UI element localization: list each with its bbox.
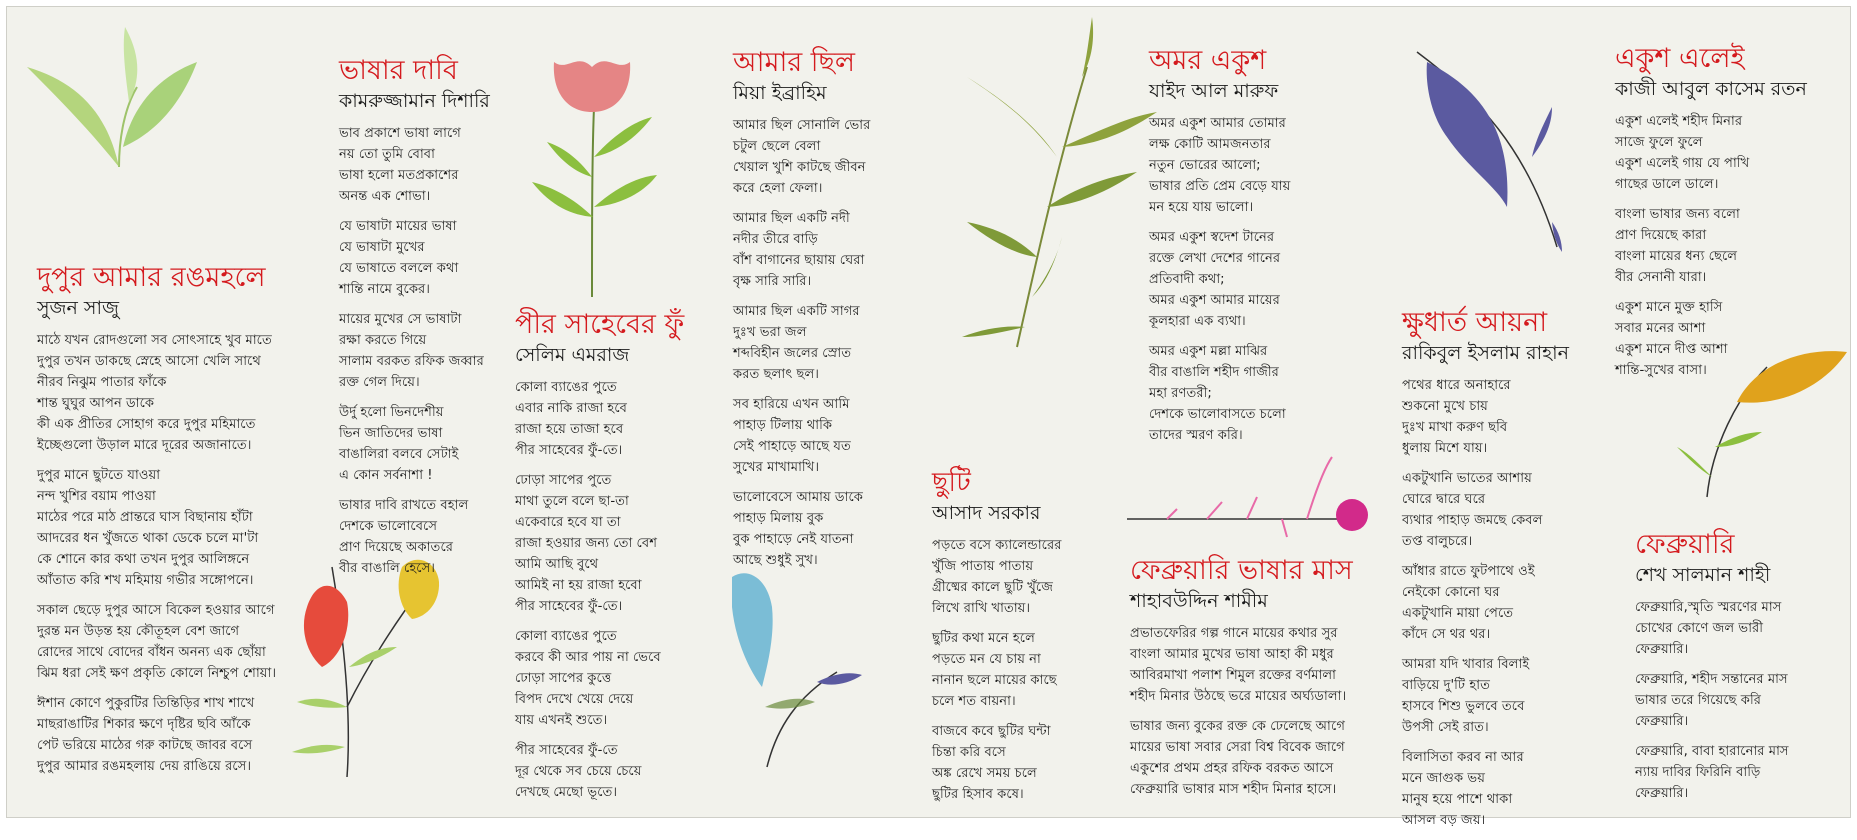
- poem-title: ফেব্রুয়ারি: [1635, 529, 1735, 560]
- poem-line: মনে জাগুক ভয়: [1402, 771, 1486, 786]
- poem-line: ঈশান কোণে পুকুরটির তিন্তিড়ির শাখ শাখে: [37, 696, 255, 711]
- poem-line: আদরের ধন খুঁজতে থাকা ডেকে চলে মা'টা: [37, 531, 259, 546]
- poem-line: সালাম বরকত রফিক জব্বার: [339, 354, 484, 369]
- poem-line: এ কোন সর্বনাশা !: [339, 468, 433, 483]
- poem-line: ফেব্রুয়ারি।: [1635, 714, 1689, 729]
- poem-line: শহীদ মিনার উঠছে ভরে মায়ের অর্ঘ্যডালা।: [1130, 689, 1347, 704]
- poem-line: মাছরাঙাটির শিকার ক্ষণে দৃষ্টির ছবি আঁকে: [37, 717, 251, 732]
- stanza: [1130, 716, 1353, 800]
- poem-line: আমার ছিল একটি নদী: [733, 211, 850, 226]
- poem-line: ধুলায় মিশে যায়।: [1402, 441, 1488, 456]
- poem-line: পীর সাহেবের ফুঁ-তে।: [515, 443, 623, 458]
- stanza: [733, 394, 870, 478]
- stanza: [1402, 375, 1569, 459]
- poem-line: নদীর তীরে বাড়ি: [733, 232, 818, 247]
- poem-title: পীর সাহেবের ফুঁ: [515, 309, 685, 340]
- poem-line: খুঁজি পাতায় পাতায়: [932, 559, 1034, 574]
- poem-line: দুরন্ত মন উড়ন্ত হয় কৌতূহল বেশ জাগে: [37, 624, 240, 639]
- poem-line: চলে শত বায়না।: [932, 694, 1016, 709]
- poem-line: বুক পাহাড়ে নেই যাতনা: [733, 532, 854, 547]
- poem-title: ক্ষুধার্ত আয়না: [1402, 307, 1548, 338]
- poem-author: আসাদ সরকার: [932, 502, 1041, 524]
- poem-line: অমর একুশ মল্লা মাঝির: [1149, 344, 1268, 359]
- poem-line: আমিই না হয় রাজা হবো: [515, 578, 642, 593]
- poem-line: এবার নাকি রাজা হবে: [515, 401, 627, 416]
- poem-line: তাদের স্মরণ করি।: [1149, 428, 1243, 443]
- stanza: [37, 465, 276, 591]
- poem-chhuti: [932, 467, 1061, 814]
- poetry-page: [6, 6, 1851, 828]
- poem-bhashar-dabi: [339, 55, 490, 588]
- poem-line: পীর সাহেবের ফুঁ-তে: [515, 743, 618, 758]
- poem-title: একুশ এলেই: [1615, 43, 1745, 74]
- poem-line: ফেব্রুয়ারি।: [1635, 642, 1689, 657]
- poem-line: নন্দ খুশির বয়াম পাওয়া: [37, 489, 156, 504]
- poem-dupur-amar-rangmahale: [37, 262, 276, 786]
- stanza: [733, 301, 870, 385]
- poem-line: রক্তে লেখা দেশের গানের: [1149, 251, 1281, 266]
- poem-line: উপসী সেই রাত।: [1402, 720, 1489, 735]
- poem-line: বৃক্ষ সারি সারি।: [733, 274, 812, 289]
- poem-line: ভাষা হলো মতপ্রকাশের: [339, 168, 459, 183]
- stanza: [1402, 654, 1569, 738]
- poem-line: পাহাড় মিলায় বুক: [733, 511, 824, 526]
- poem-author: কাজী আবুল কাসেম রতন: [1615, 78, 1807, 100]
- poem-line: পড়তে মন যে চায় না: [932, 652, 1041, 667]
- poem-line: দুপুর আমার রঙমহলায় দেয় রাঙিয়ে রসে।: [37, 759, 252, 774]
- poem-line: প্রতিবাদী কথা;: [1149, 272, 1225, 287]
- pink-tulip-illustration: [532, 61, 657, 297]
- poem-line: একুশ মানে মুক্ত হাসি: [1615, 300, 1723, 315]
- stanza: [339, 309, 490, 393]
- poem-author: সেলিম এমরাজ: [515, 344, 630, 366]
- poem-line: বাজবে কবে ছুটির ঘন্টা: [932, 724, 1051, 739]
- poem-line: ছুটির হিসাব কষে।: [932, 787, 1024, 802]
- poem-line: খেয়াল খুশি কাটছে জীবন: [733, 160, 866, 175]
- poem-line: পেট ভরিয়ে মাঠের গরু কাটছে জাবর বসে: [37, 738, 253, 753]
- poem-line: অঙ্ক রেখে সময় চলে: [932, 766, 1037, 781]
- poem-line: পাহাড় টিলায় থাকি: [733, 418, 833, 433]
- poem-line: করত ছলাৎ ছল।: [733, 367, 819, 382]
- poem-line: আঁধার রাতে ফুটপাথে ওই: [1402, 564, 1535, 579]
- poem-line: বাংলা আমার মুখের ভাষা আহা কী মধুর: [1130, 647, 1334, 662]
- poem-line: ঢোড়া সাপের কুত্তে: [515, 671, 612, 686]
- poem-title: দুপুর আমার রঙমহলে: [37, 262, 266, 293]
- poem-line: করবে কী আর পায় না ভেবে: [515, 650, 661, 665]
- poem-line: একুশ এলেই গায় যে পাখি: [1615, 156, 1750, 171]
- poem-line: একুশের প্রথম প্রহর রফিক বরকত আসে: [1130, 761, 1334, 776]
- lavender-flower-illustration: [732, 573, 862, 767]
- poem-line: আবিরমাখা পলাশ শিমুল রক্তের বর্ণমালা: [1130, 668, 1337, 683]
- poem-february: [1635, 529, 1789, 813]
- stanza: [515, 470, 684, 617]
- poem-line: ফেব্রুয়ারি ভাষার মাস শহীদ মিনার হাসে।: [1130, 782, 1337, 797]
- stanza: [1402, 747, 1569, 831]
- poem-line: করে হেলা ফেলা।: [733, 181, 823, 196]
- poem-line: ন্যায় দাবির ফিরিনি বাড়ি: [1635, 765, 1761, 780]
- poem-line: নীরব নিঝুম পাতার ফাঁকে: [37, 375, 167, 390]
- poem-line: একুশ মানে দীপ্ত আশা: [1615, 342, 1728, 357]
- poem-line: আমার ছিল সোনালি ভোর: [733, 118, 871, 133]
- poem-line: নানান ছলে মায়ের কাছে: [932, 673, 1057, 688]
- poem-line: নয় তো তুমি বোবা: [339, 147, 435, 162]
- poem-line: বিলাসিতা করব না আর: [1402, 750, 1524, 765]
- poem-line: যে ভাষাতে বললে কথা: [339, 261, 459, 276]
- poem-line: আমরা যদি খাবার বিলাই: [1402, 657, 1530, 672]
- poem-line: পথের ধারে অনাহারে: [1402, 378, 1511, 393]
- poem-line: সুখের মাখামাখি।: [733, 460, 820, 475]
- poem-line: ভাব প্রকাশে ভাষা লাগে: [339, 126, 461, 141]
- poem-february-bhashar-mas: [1130, 555, 1353, 809]
- poem-line: বিপদ দেখে খেয়ে দেয়ে: [515, 692, 634, 707]
- poem-line: ভাষার প্রতি প্রেম বেড়ে যায়: [1149, 179, 1291, 194]
- poem-line: শান্ত ঘুঘুর আপন ডাকে: [37, 396, 155, 411]
- poem-line: কোলা ব্যাঙের পুতে: [515, 380, 617, 395]
- stanza: [932, 535, 1061, 619]
- poem-line: শুকনো মুখে চায়: [1402, 399, 1488, 414]
- green-leaves-illustration: [27, 27, 197, 167]
- poem-line: আমার ছিল একটি সাগর: [733, 304, 860, 319]
- poem-line: রাজা হওয়ার জন্য তো বেশ: [515, 536, 658, 551]
- poem-line: আসল বড় জয়।: [1402, 813, 1486, 828]
- poem-line: ভালোবেসে আমায় ডাকে: [733, 490, 863, 505]
- poem-line: বাড়িয়ে দু'টি হাত: [1402, 678, 1490, 693]
- poem-line: দুঃখ ভরা জল: [733, 325, 807, 340]
- poem-line: ভিন জাতিদের ভাষা: [339, 426, 443, 441]
- floral-illustrations: [7, 7, 1850, 817]
- poem-line: একটুখানি ভাতের আশায়: [1402, 471, 1532, 486]
- bamboo-branch-illustration: [962, 17, 1157, 347]
- poem-line: একেবারে হবে যা তা: [515, 515, 621, 530]
- poem-amar-chhilo: [733, 47, 870, 580]
- stanza: [932, 721, 1061, 805]
- stanza: [1615, 297, 1807, 381]
- poem-line: ব্যথার পাহাড় জমছে কেবল: [1402, 513, 1543, 528]
- poem-line: অমর একুশ আমার মায়ের: [1149, 293, 1280, 308]
- poem-line: কে শোনে কার কথা তখন দুপুর আলিঙ্গনে: [37, 552, 250, 567]
- poem-line: শান্তি নামে বুকের।: [339, 282, 431, 297]
- poem-line: তপ্ত বালুচরে।: [1402, 534, 1473, 549]
- stanza: [1149, 227, 1290, 332]
- poem-line: শব্দবিহীন জলের স্রোত: [733, 346, 852, 361]
- poem-line: ভাষার দাবি রাখতে বহাল: [339, 498, 469, 513]
- poem-line: সকাল ছেড়ে দুপুর আসে বিকেল হওয়ার আগে: [37, 603, 275, 618]
- poem-line: যে ভাষাটা মায়ের ভাষা: [339, 219, 457, 234]
- poem-author: কামরুজ্জামান দিশারি: [339, 90, 490, 112]
- poem-line: শান্তি-সুখের বাসা।: [1615, 363, 1707, 378]
- stanza: [1149, 341, 1290, 446]
- poem-title: অমর একুশ: [1149, 45, 1267, 76]
- poem-line: আঁতাত করি শখ মহিমায় গভীর সঙ্গোপনে।: [37, 573, 254, 588]
- poem-line: নতুন ভোরের আলো;: [1149, 158, 1261, 173]
- poem-line: অনন্ত এক শোভা।: [339, 189, 431, 204]
- poem-line: ছুটির কথা মনে হলে: [932, 631, 1035, 646]
- stanza: [1130, 623, 1353, 707]
- poem-line: লক্ষ কোটি আমজনতার: [1149, 137, 1271, 152]
- poem-line: মায়ের ভাষা সবার সেরা বিশ্ব বিবেক জাগে: [1130, 740, 1345, 755]
- poem-title: আমার ছিল: [733, 47, 855, 78]
- poem-line: দুপুর তখন ডাকছে স্নেহে আসো খেলি সাথে: [37, 354, 261, 369]
- poem-amar-ekush: [1149, 45, 1290, 455]
- poem-line: একটুখানি মায়া পেতে: [1402, 606, 1514, 621]
- poem-line: মানুষ হয়ে পাশে থাকা: [1402, 792, 1513, 807]
- poem-line: চোখের কোণে জল ভারী: [1635, 621, 1764, 636]
- pink-branch-illustration: [1127, 457, 1368, 537]
- poem-ekush-elei: [1615, 43, 1807, 390]
- stanza: [339, 123, 490, 207]
- poem-line: বীর বাঙালি হেসে।: [339, 561, 436, 576]
- poem-line: অমর একুশ স্বদেশ টানের: [1149, 230, 1275, 245]
- poem-line: লিখে রাখি খাতায়।: [932, 601, 1031, 616]
- stanza: [339, 402, 490, 486]
- poem-author: শাহাবউদ্দিন শামীম: [1130, 590, 1268, 612]
- stanza: [37, 693, 276, 777]
- poem-line: ফেব্রুয়ারি, বাবা হারানোর মাস: [1635, 744, 1789, 759]
- stanza: [515, 377, 684, 461]
- poem-line: মাঠের পরে মাঠ প্রান্তরে ঘাস বিছানায় হাঁটা: [37, 510, 253, 525]
- poem-line: ফেব্রুয়ারি,স্মৃতি স্মরণের মাস: [1635, 600, 1782, 615]
- stanza: [37, 600, 276, 684]
- poem-line: প্রভাতফেরির গল্প গানে মায়ের কথার সুর: [1130, 626, 1338, 641]
- poem-line: চটুল ছেলে বেলা: [733, 139, 821, 154]
- stanza: [1635, 597, 1789, 660]
- stanza: [515, 740, 684, 803]
- poem-line: বাঁশ বাগানের ছায়ায় ঘেরা: [733, 253, 865, 268]
- poem-line: রোদের সাথে বোদের বাঁধন অনন্য এক ছোঁয়া: [37, 645, 266, 660]
- poem-line: বীর সেনানী যারা।: [1615, 270, 1707, 285]
- poem-line: মন হয়ে যায় ভালো।: [1149, 200, 1254, 215]
- poem-line: আমি আছি বুথে: [515, 557, 599, 572]
- poem-khudharto-ayna: [1402, 307, 1569, 840]
- stanza: [1402, 561, 1569, 645]
- poem-line: আছে শুধুই সুখ।: [733, 553, 818, 568]
- poem-line: সবার মনের আশা: [1615, 321, 1706, 336]
- poem-line: কাঁদে সে থর থর।: [1402, 627, 1491, 642]
- poem-line: সাজে ফুলে ফুলে: [1615, 135, 1703, 150]
- poem-author: রাকিবুল ইসলাম রাহান: [1402, 342, 1569, 364]
- poem-line: মাথা তুলে বলে ছা-তা: [515, 494, 629, 509]
- poem-line: দূর থেকে সব চেয়ে চেয়ে: [515, 764, 642, 779]
- stanza: [1615, 204, 1807, 288]
- poem-pir-saheber-phu: [515, 309, 684, 812]
- blue-petal-illustration: [1417, 52, 1562, 252]
- poem-line: পড়তে বসে ক্যালেন্ডারের: [932, 538, 1062, 553]
- poem-line: ভাষার জন্য বুকের রক্ত কে ঢেলেছে আগে: [1130, 719, 1345, 734]
- poem-line: গ্রীষ্মের কালে ছুটি খুঁজে: [932, 580, 1053, 595]
- poem-author: মিয়া ইব্রাহিম: [733, 82, 827, 104]
- poem-line: ফেব্রুয়ারি, শহীদ সন্তানের মাস: [1635, 672, 1788, 687]
- poem-line: কোলা ব্যাঙের পুতে: [515, 629, 617, 644]
- poem-line: সব হারিয়ে এখন আমি: [733, 397, 850, 412]
- poem-title: ছুটি: [932, 467, 971, 498]
- poem-line: বাংলা ভাষার জন্য বলো: [1615, 207, 1740, 222]
- poem-line: দুঃখ মাখা করুণ ছবি: [1402, 420, 1508, 435]
- stanza: [339, 495, 490, 579]
- poem-line: বীর বাঙালি শহীদ গাজীর: [1149, 365, 1279, 380]
- poem-line: নেইকো কোনো ঘর: [1402, 585, 1500, 600]
- stanza: [932, 628, 1061, 712]
- poem-line: বাংলা মায়ের ধন্য ছেলে: [1615, 249, 1738, 264]
- poem-line: রক্ত গেল দিয়ে।: [339, 375, 420, 390]
- poem-line: ফেব্রুয়ারি।: [1635, 786, 1689, 801]
- poem-line: ঘোরে দ্বারে ঘরে: [1402, 492, 1486, 507]
- poem-line: দুপুর মানে ছুটতে যাওয়া: [37, 468, 161, 483]
- poem-line: ঢোড়া সাপের পুতে: [515, 473, 612, 488]
- stanza: [1635, 669, 1789, 732]
- red-yellow-flowers-illustration: [292, 560, 439, 777]
- stanza: [733, 487, 870, 571]
- poem-line: চিন্তা করি বসে: [932, 745, 1006, 760]
- poem-line: একুশ এলেই শহীদ মিনার: [1615, 114, 1743, 129]
- stanza: [1615, 111, 1807, 195]
- stanza: [1635, 741, 1789, 804]
- poem-line: যে ভাষাটা মুখের: [339, 240, 425, 255]
- poem-author: যাইদ আল মারুফ: [1149, 80, 1279, 102]
- poem-line: দেখছে মেছো ভূতে।: [515, 785, 618, 800]
- stanza: [515, 626, 684, 731]
- stanza: [1149, 113, 1290, 218]
- poem-line: রাজা হয়ে তাজা হবে: [515, 422, 624, 437]
- poem-title: ভাষার দাবি: [339, 55, 458, 86]
- poem-line: মায়ের মুখের সে ভাষাটা: [339, 312, 462, 327]
- poem-line: মাঠে যখন রোদগুলো সব সোৎসাহে খুব মাতে: [37, 333, 272, 348]
- poem-line: ভাষার তরে গিয়েছে করি: [1635, 693, 1762, 708]
- poem-line: পীর সাহেবের ফুঁ-তে।: [515, 599, 623, 614]
- poem-line: গাছের ডালে ডালে।: [1615, 177, 1719, 192]
- stanza: [1402, 468, 1569, 552]
- poem-line: দেশকে ভালোবেসে: [339, 519, 438, 534]
- poem-line: অমর একুশ আমার তোমার: [1149, 116, 1286, 131]
- poem-line: সেই পাহাড়ে আছে যত: [733, 439, 851, 454]
- poem-author: সুজন সাজু: [37, 297, 119, 319]
- poem-line: উর্দু হলো ভিনদেশীয়: [339, 405, 444, 420]
- stanza: [339, 216, 490, 300]
- stanza: [733, 208, 870, 292]
- poem-line: কী এক প্রীতির সোহাগ করে দুপুর মহিমাতে: [37, 417, 256, 432]
- stanza: [733, 115, 870, 199]
- poem-line: হাসবে শিশু ভুলবে তবে: [1402, 699, 1525, 714]
- poem-line: রক্ষা করতে গিয়ে: [339, 333, 427, 348]
- poem-title: ফেব্রুয়ারি ভাষার মাস: [1130, 555, 1353, 586]
- poem-line: ইচ্ছেগুলো উড়াল মারে দূরের অজানাতে।: [37, 438, 252, 453]
- poem-line: ঝিম ধরা সেই ক্ষণ প্রকৃতি কোলে নিশ্চুপ শোয়া।: [37, 666, 277, 681]
- poem-line: মহা রণতরী;: [1149, 386, 1212, 401]
- poem-line: প্রাণ দিয়েছে অকাতরে: [339, 540, 454, 555]
- poem-line: বাঙালিরা বলবে সেটাই: [339, 447, 459, 462]
- stanza: [37, 330, 276, 456]
- poem-line: প্রাণ দিয়েছে কারা: [1615, 228, 1707, 243]
- poem-line: কূলহারা এক ব্যথা।: [1149, 314, 1246, 329]
- poem-line: যায় এখনই শুতে।: [515, 713, 608, 728]
- poem-line: দেশকে ভালোবাসতে চলো: [1149, 407, 1286, 422]
- poem-author: শেখ সালমান শাহী: [1635, 564, 1771, 586]
